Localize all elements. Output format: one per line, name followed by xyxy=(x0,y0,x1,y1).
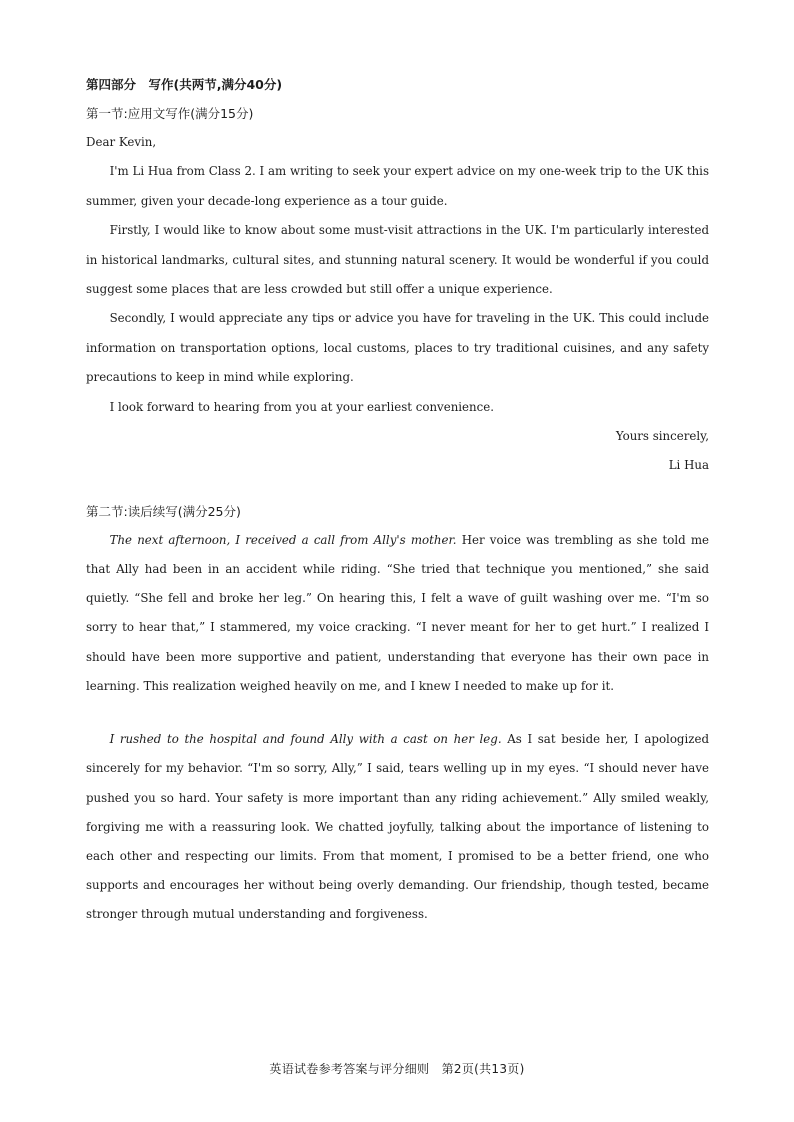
essay-paragraph-1 xyxy=(86,526,709,701)
letter-paragraph-2: Firstly, I would like to know about some must-visit attractions in the UK. I'm particularly interested in historical landmarks, cultural sites, and stunning natural scenery. It would be wonderful if you could suggest some places that are less crowded but still offer a unique experience. xyxy=(86,223,709,297)
section1-title: 第一节:应用文写作(满分15分) xyxy=(86,106,254,121)
essay-paragraph-2 xyxy=(86,725,709,929)
essay-paragraph-2-lead: I rushed to the hospital and found Ally with a cast on her leg. xyxy=(109,732,502,747)
letter-salutation: Dear Kevin, xyxy=(86,135,157,149)
section-spacer xyxy=(86,481,709,497)
page-footer: 英语试卷参考答案与评分细则 第2页(共13页) xyxy=(269,1062,525,1076)
essay-paragraph-2-body: As I sat beside her, I apologized sincerely for my behavior. “I'm so sorry, Ally,” I said, tears welling up in my eyes. “I should never have pushed you so hard. Your safety is more important than any riding achievement.” Ally smiled weakly, forgiving me with a reassuring look. We chatted joyfully, talking about the importance of listening to each other and respecting our limits. From that moment, I promised to be a better friend, one who supports and encourages her without being overly demanding. Our friendship, though tested, became stronger through mutual understanding and forgiveness. xyxy=(86,732,710,922)
essay-paragraph-1-body: Her voice was trembling as she told me that Ally had been in an accident while riding. “She tried that technique you mentioned,” she said quietly. “She fell and broke her leg.” On hearing this, I felt a wave of guilt washing over me. “I'm so sorry to hear that,” I stammered, my voice cracking. “I never meant for her to get hurt.” I realized I should have been more supportive and patient, understanding that everyone has their own pace in learning. This realization weighed heavily on me, and I knew I needed to make up for it. xyxy=(86,532,709,693)
part-title: 第四部分 写作(共两节,满分40分) xyxy=(86,77,283,92)
letter-paragraph-1: I'm Li Hua from Class 2. I am writing to seek your expert advice on my one-week trip to the UK this summer, given your decade-long experience as a tour guide. xyxy=(86,164,709,208)
paragraph-spacer xyxy=(86,701,709,725)
section2-title: 第二节:读后续写(满分25分) xyxy=(86,503,241,519)
page-content xyxy=(86,70,709,930)
letter-signature: Li Hua xyxy=(668,458,709,473)
letter-paragraph-4: I look forward to hearing from you at your earliest convenience. xyxy=(109,399,494,414)
letter-paragraph-3: Secondly, I would appreciate any tips or advice you have for traveling in the UK. This could include information on transportation options, local customs, places to try traditional cuisines, and any safety precautions to keep in mind while exploring. xyxy=(86,311,709,385)
essay-paragraph-1-lead: The next afternoon, I received a call from Ally's mother. xyxy=(109,532,457,547)
letter-closing: Yours sincerely, xyxy=(615,429,709,444)
continuation-essay xyxy=(86,526,709,930)
